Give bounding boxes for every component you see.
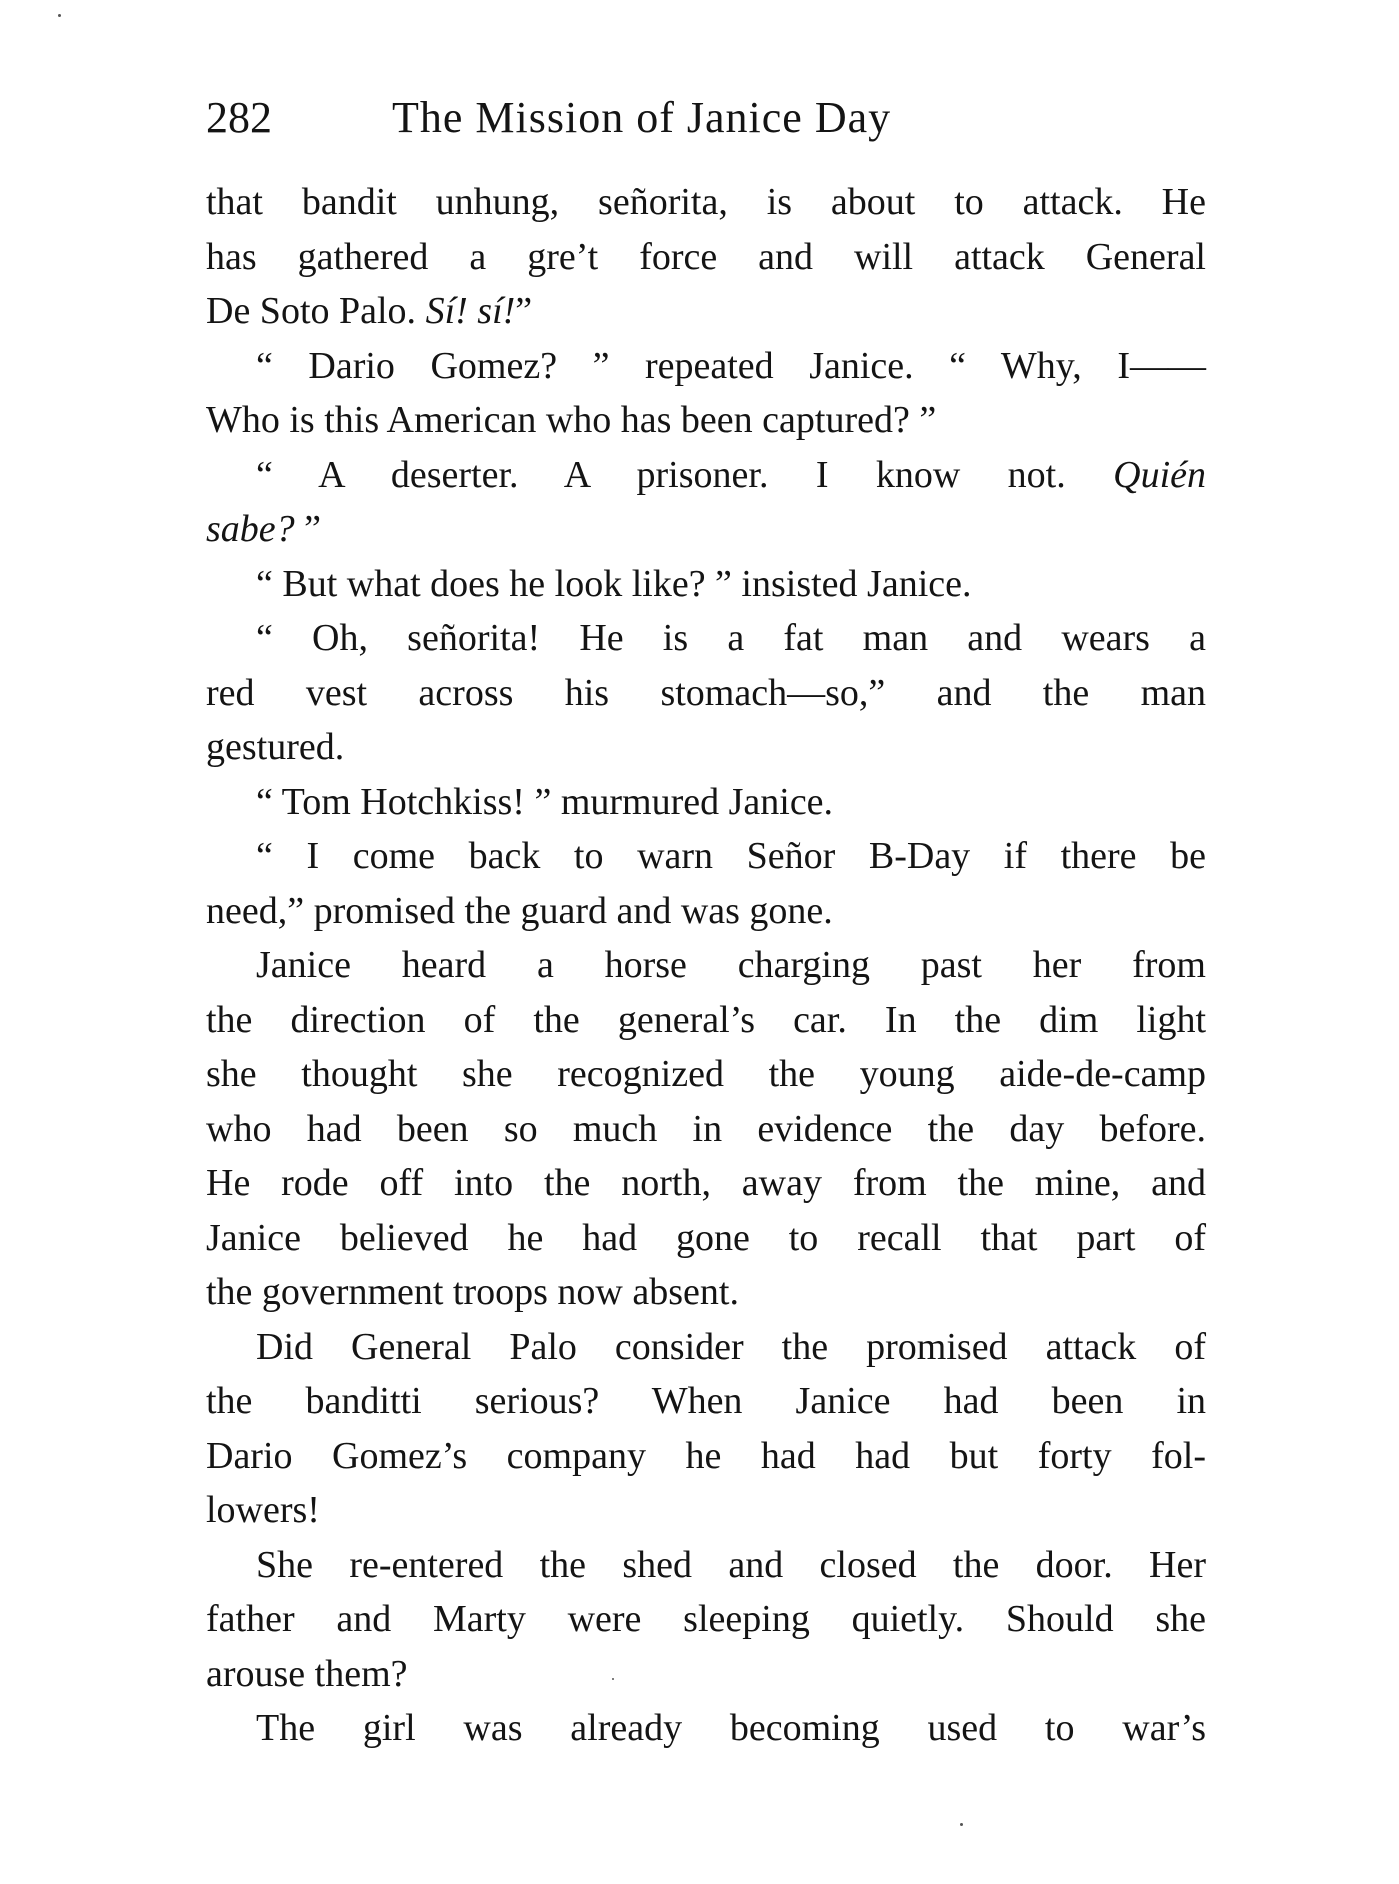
text-line: the government troops now absent. (206, 1271, 739, 1313)
text-line: sabe? ” (206, 508, 322, 550)
text-line: Who is this American who has been captured? ” (206, 399, 937, 441)
text-line: arouse them? (206, 1652, 408, 1695)
text-line: father and Marty were sleeping quietly. Should she (206, 1598, 1206, 1640)
text-line: gestured. (206, 726, 345, 768)
page-body (206, 175, 1206, 1756)
text-line: lowers! (206, 1489, 320, 1531)
scan-speck (58, 14, 61, 17)
text-line: Dario Gomez’s company he had had but forty fol- (206, 1434, 1206, 1477)
text-line: Janice believed he had gone to recall that part of (206, 1216, 1206, 1259)
text-line: has gathered a gre’t force and will attack General (206, 235, 1206, 278)
text-line: need,” promised the guard and was gone. (206, 889, 833, 932)
text-line: He rode off into the north, away from the mine, and (206, 1162, 1206, 1204)
scan-speck (960, 1823, 963, 1826)
italic-phrase: Sí! sí! (425, 290, 516, 332)
text-line: that bandit unhung, señorita, is about to attack. He (206, 181, 1206, 223)
text-line: who had been so much in evidence the day before. (206, 1107, 1206, 1150)
text-line: She re-entered the shed and closed the door. Her (256, 1543, 1206, 1586)
text-line: Janice heard a horse charging past her from (256, 944, 1206, 986)
text-line: the banditti serious? When Janice had been in (206, 1380, 1206, 1422)
text-line: Did General Palo consider the promised attack of (256, 1325, 1206, 1368)
text-line: “ I come back to warn Señor B-Day if there be (256, 835, 1206, 877)
text-line: red vest across his stomach—so,” and the man (206, 671, 1206, 714)
running-title: The Mission of Janice Day (392, 93, 892, 142)
page-header (206, 88, 1206, 148)
italic-phrase: sabe? (206, 508, 295, 550)
text-line: “ Oh, señorita! He is a fat man and wears a (256, 617, 1206, 659)
text-line: “ Tom Hotchkiss! ” murmured Janice. (256, 780, 834, 823)
scan-speck (612, 1678, 614, 1680)
text-line: the direction of the general’s car. In the dim light (206, 998, 1206, 1041)
text-line: The girl was already becoming used to war’s (256, 1707, 1206, 1749)
text-line: “ A deserter. A prisoner. I know not. Quién (256, 453, 1206, 496)
text-line: “ But what does he look like? ” insisted Janice. (256, 562, 972, 605)
text-line: “ Dario Gomez? ” repeated Janice. “ Why, I—— (256, 344, 1206, 387)
italic-phrase: Quién (1113, 453, 1206, 496)
text-line: she thought she recognized the young aide-de-camp (206, 1053, 1206, 1095)
page-number: 282 (206, 93, 272, 142)
text-line: De Soto Palo. Sí! sí!” (206, 290, 533, 332)
